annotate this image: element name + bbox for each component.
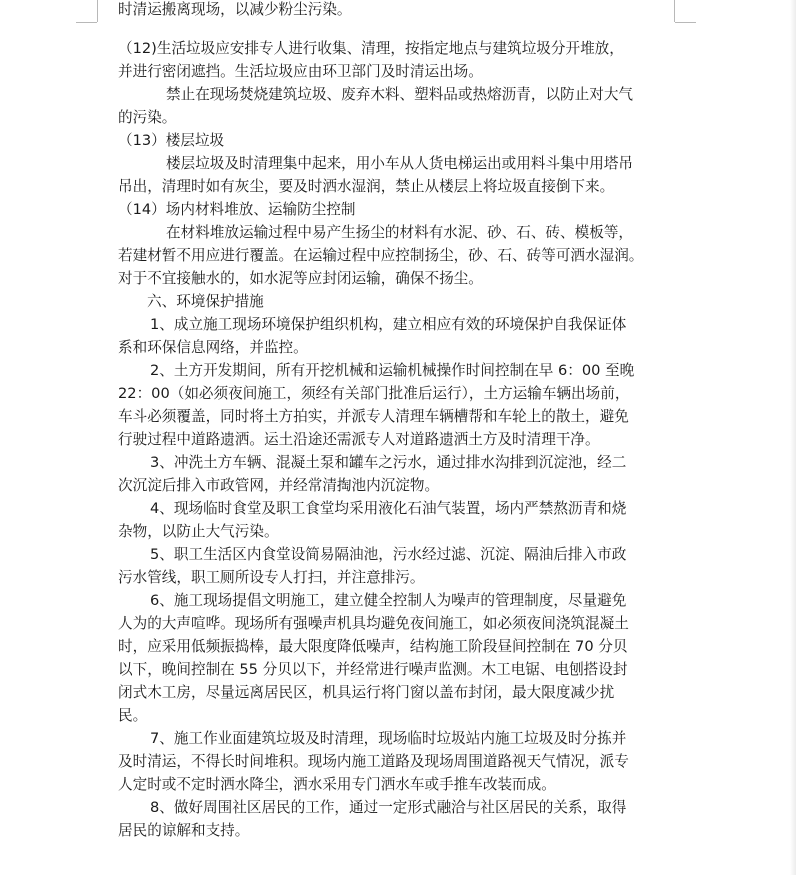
paragraph-line: （14）场内材料堆放、运输防尘控制	[118, 201, 356, 218]
paragraph-line: 次沉淀后排入市政管网，并经常清掏池内沉淀物。	[118, 477, 440, 494]
paragraph-line: 污水管线，职工厕所设专人打扫，并注意排污。	[118, 569, 425, 586]
paragraph-line: 1、成立施工现场环境保护组织机构，建立相应有效的环境保护自我保证体	[150, 316, 627, 333]
paragraph-line: （13）楼层垃圾	[118, 132, 225, 149]
paragraph-line: 居民的谅解和支持。	[118, 822, 250, 839]
paragraph-line: 对于不宜接触水的，如水泥等应封闭运输，确保不扬尘。	[118, 270, 483, 287]
paragraph-line: 人为的大声喧哗。现场所有强噪声机具均避免夜间施工，如必须夜间浇筑混凝土	[118, 615, 629, 632]
paragraph-line: 及时清运，不得长时间堆积。现场内施工道路及现场周围道路视天气情况，派专	[118, 753, 629, 770]
crop-mark-top-right-vertical	[674, 0, 675, 22]
crop-mark-top-right-horizontal	[675, 22, 696, 23]
paragraph-line: 闭式木工房，尽量远离居民区，机具运行将门窗以盖布封闭，最大限度减少扰	[118, 684, 615, 701]
paragraph-line: 系和环保信息网络，并监控。	[118, 339, 308, 356]
paragraph-line: 7、施工作业面建筑垃圾及时清理，现场临时垃圾站内施工垃圾及时分拣并	[150, 730, 627, 747]
paragraph-line: 6、施工现场提倡文明施工，建立健全控制人为噪声的管理制度，尽量避免	[150, 592, 627, 609]
paragraph-line: 民。	[118, 707, 148, 724]
paragraph-line: 并进行密闭遮挡。生活垃圾应由环卫部门及时清运出场。	[118, 63, 483, 80]
paragraph-line: （12)生活垃圾应安排专人进行收集、清理，按指定地点与建筑垃圾分开堆放，	[118, 40, 624, 57]
paragraph-line: 2、土方开发期间，所有开挖机械和运输机械操作时间控制在早 6：00 至晚	[150, 362, 635, 379]
paragraph-line: 的污染。	[118, 109, 177, 126]
paragraph-line: 杂物，以防止大气污染。	[118, 523, 279, 540]
paragraph-line: 4、现场临时食堂及职工食堂均采用液化石油气装置，场内严禁熬沥青和烧	[150, 500, 627, 517]
paragraph-line: 六、环境保护措施	[147, 293, 264, 310]
paragraph-line: 8、做好周围社区居民的工作，通过一定形式融洽与社区居民的关系，取得	[150, 799, 627, 816]
paragraph-line: 禁止在现场焚烧建筑垃圾、废弃木料、塑料品或热熔沥青，以防止对大气	[166, 86, 634, 103]
paragraph-line: 3、冲洗土方车辆、混凝土泵和罐车之污水，通过排水沟排到沉淀池，经二	[150, 454, 627, 471]
paragraph-line: 以下，晚间控制在 55 分贝以下，并经常进行噪声监测。木工电锯、电刨搭设封	[118, 661, 628, 678]
paragraph-line: 人定时或不定时洒水降尘，洒水采用专门洒水车或手推车改装而成。	[118, 776, 556, 793]
paragraph-line: 5、职工生活区内食堂设简易隔油池，污水经过滤、沉淀、隔油后排入市政	[150, 546, 627, 563]
paragraph-line: 楼层垃圾及时清理集中起来，用小车从人货电梯运出或用料斗集中用塔吊	[166, 155, 634, 172]
paragraph-line: 吊出，清理时如有灰尘，要及时洒水湿润，禁止从楼层上将垃圾直接倒下来。	[118, 178, 615, 195]
paragraph-line: 若建材暂不用应进行覆盖。在运输过程中应控制扬尘，砂、石、砖等可洒水湿润。	[118, 247, 644, 264]
paragraph-line: 在材料堆放运输过程中易产生扬尘的材料有水泥、砂、石、砖、模板等，	[166, 224, 634, 241]
page-edge-shadow	[790, 0, 796, 875]
crop-mark-top-left-vertical	[97, 0, 98, 22]
crop-mark-top-left-horizontal	[76, 22, 97, 23]
paragraph-line: 行驶过程中道路遗洒。运土沿途还需派专人对道路遗洒土方及时清理干净。	[118, 431, 600, 448]
paragraph-line: 时清运搬离现场，以减少粉尘污染。	[118, 1, 352, 18]
paragraph-line: 车斗必须覆盖，同时将土方拍实，并派专人清理车辆槽帮和车轮上的散土，避免	[118, 408, 629, 425]
paragraph-line: 22：00（如必须夜间施工，须经有关部门批准后运行），土方运输车辆出场前，	[118, 385, 630, 402]
paragraph-line: 时，应采用低频振捣棒，最大限度降低噪声，结构施工阶段昼间控制在 70 分贝	[118, 638, 628, 655]
